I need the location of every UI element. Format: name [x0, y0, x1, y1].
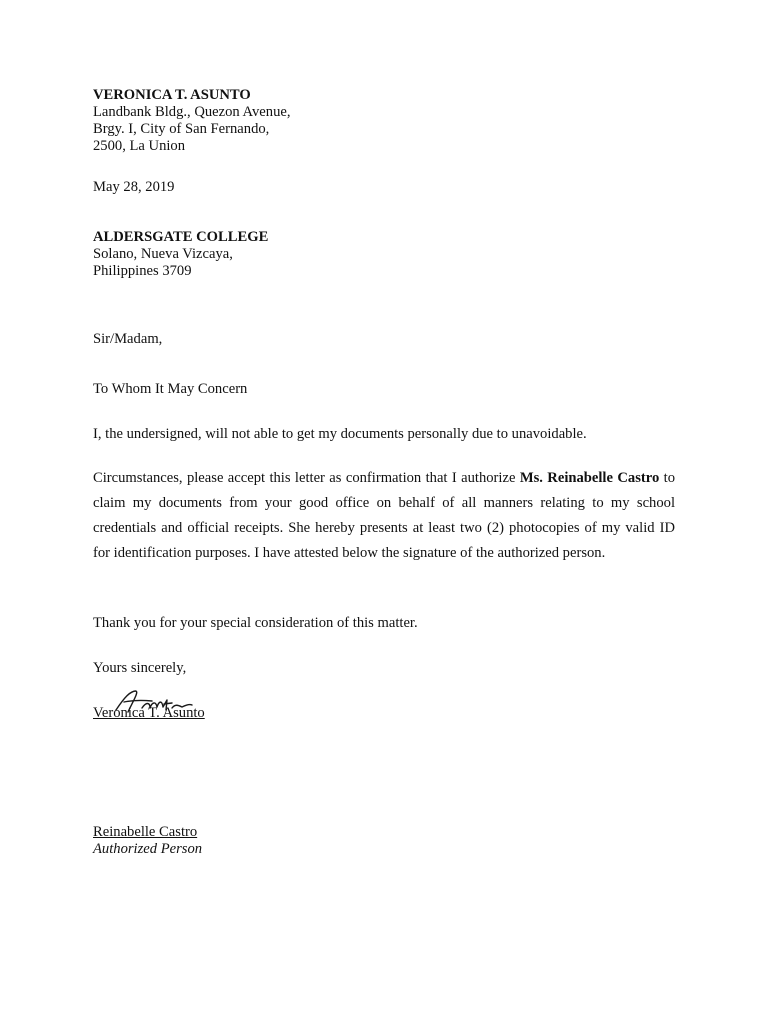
recipient-address-line: Philippines 3709	[93, 263, 192, 279]
sender-block	[93, 87, 291, 155]
authorized-name: Reinabelle Castro	[93, 824, 198, 840]
authorized-title: Authorized Person	[93, 841, 203, 857]
letter-date: May 28, 2019	[93, 179, 175, 195]
body-paragraph-2	[93, 466, 675, 566]
paragraph-text: Circumstances, please accept this letter as confirmation that I authorize	[93, 470, 520, 486]
signatory-name: Veronica T. Asunto	[93, 705, 205, 721]
body-paragraph-3: Thank you for your special consideration of this matter.	[93, 615, 418, 631]
subject-line: To Whom It May Concern	[93, 381, 248, 397]
recipient-name: ALDERSGATE COLLEGE	[93, 229, 269, 245]
sender-address-line: 2500, La Union	[93, 138, 186, 154]
body-paragraph-1: I, the undersigned, will not able to get my documents personally due to unavoidable.	[93, 426, 587, 442]
authorized-block	[93, 824, 202, 858]
sender-address-line: Brgy. I, City of San Fernando,	[93, 121, 270, 137]
salutation: Sir/Madam,	[93, 331, 163, 347]
authorized-person-name: Ms. Reinabelle Castro	[519, 470, 660, 486]
sender-name: VERONICA T. ASUNTO	[93, 87, 251, 103]
sender-address-line: Landbank Bldg., Quezon Avenue,	[93, 104, 291, 120]
paragraph-text: to claim my documents from your good office on behalf of all manners relating to my school credentials and official receipts. She hereby presents at least two (2) photocopies of my valid ID for identification purposes. I have attested below the signature of the authorized person.	[93, 470, 675, 561]
recipient-address-line: Solano, Nueva Vizcaya,	[93, 246, 233, 262]
recipient-block	[93, 229, 268, 280]
closing: Yours sincerely,	[93, 660, 187, 676]
